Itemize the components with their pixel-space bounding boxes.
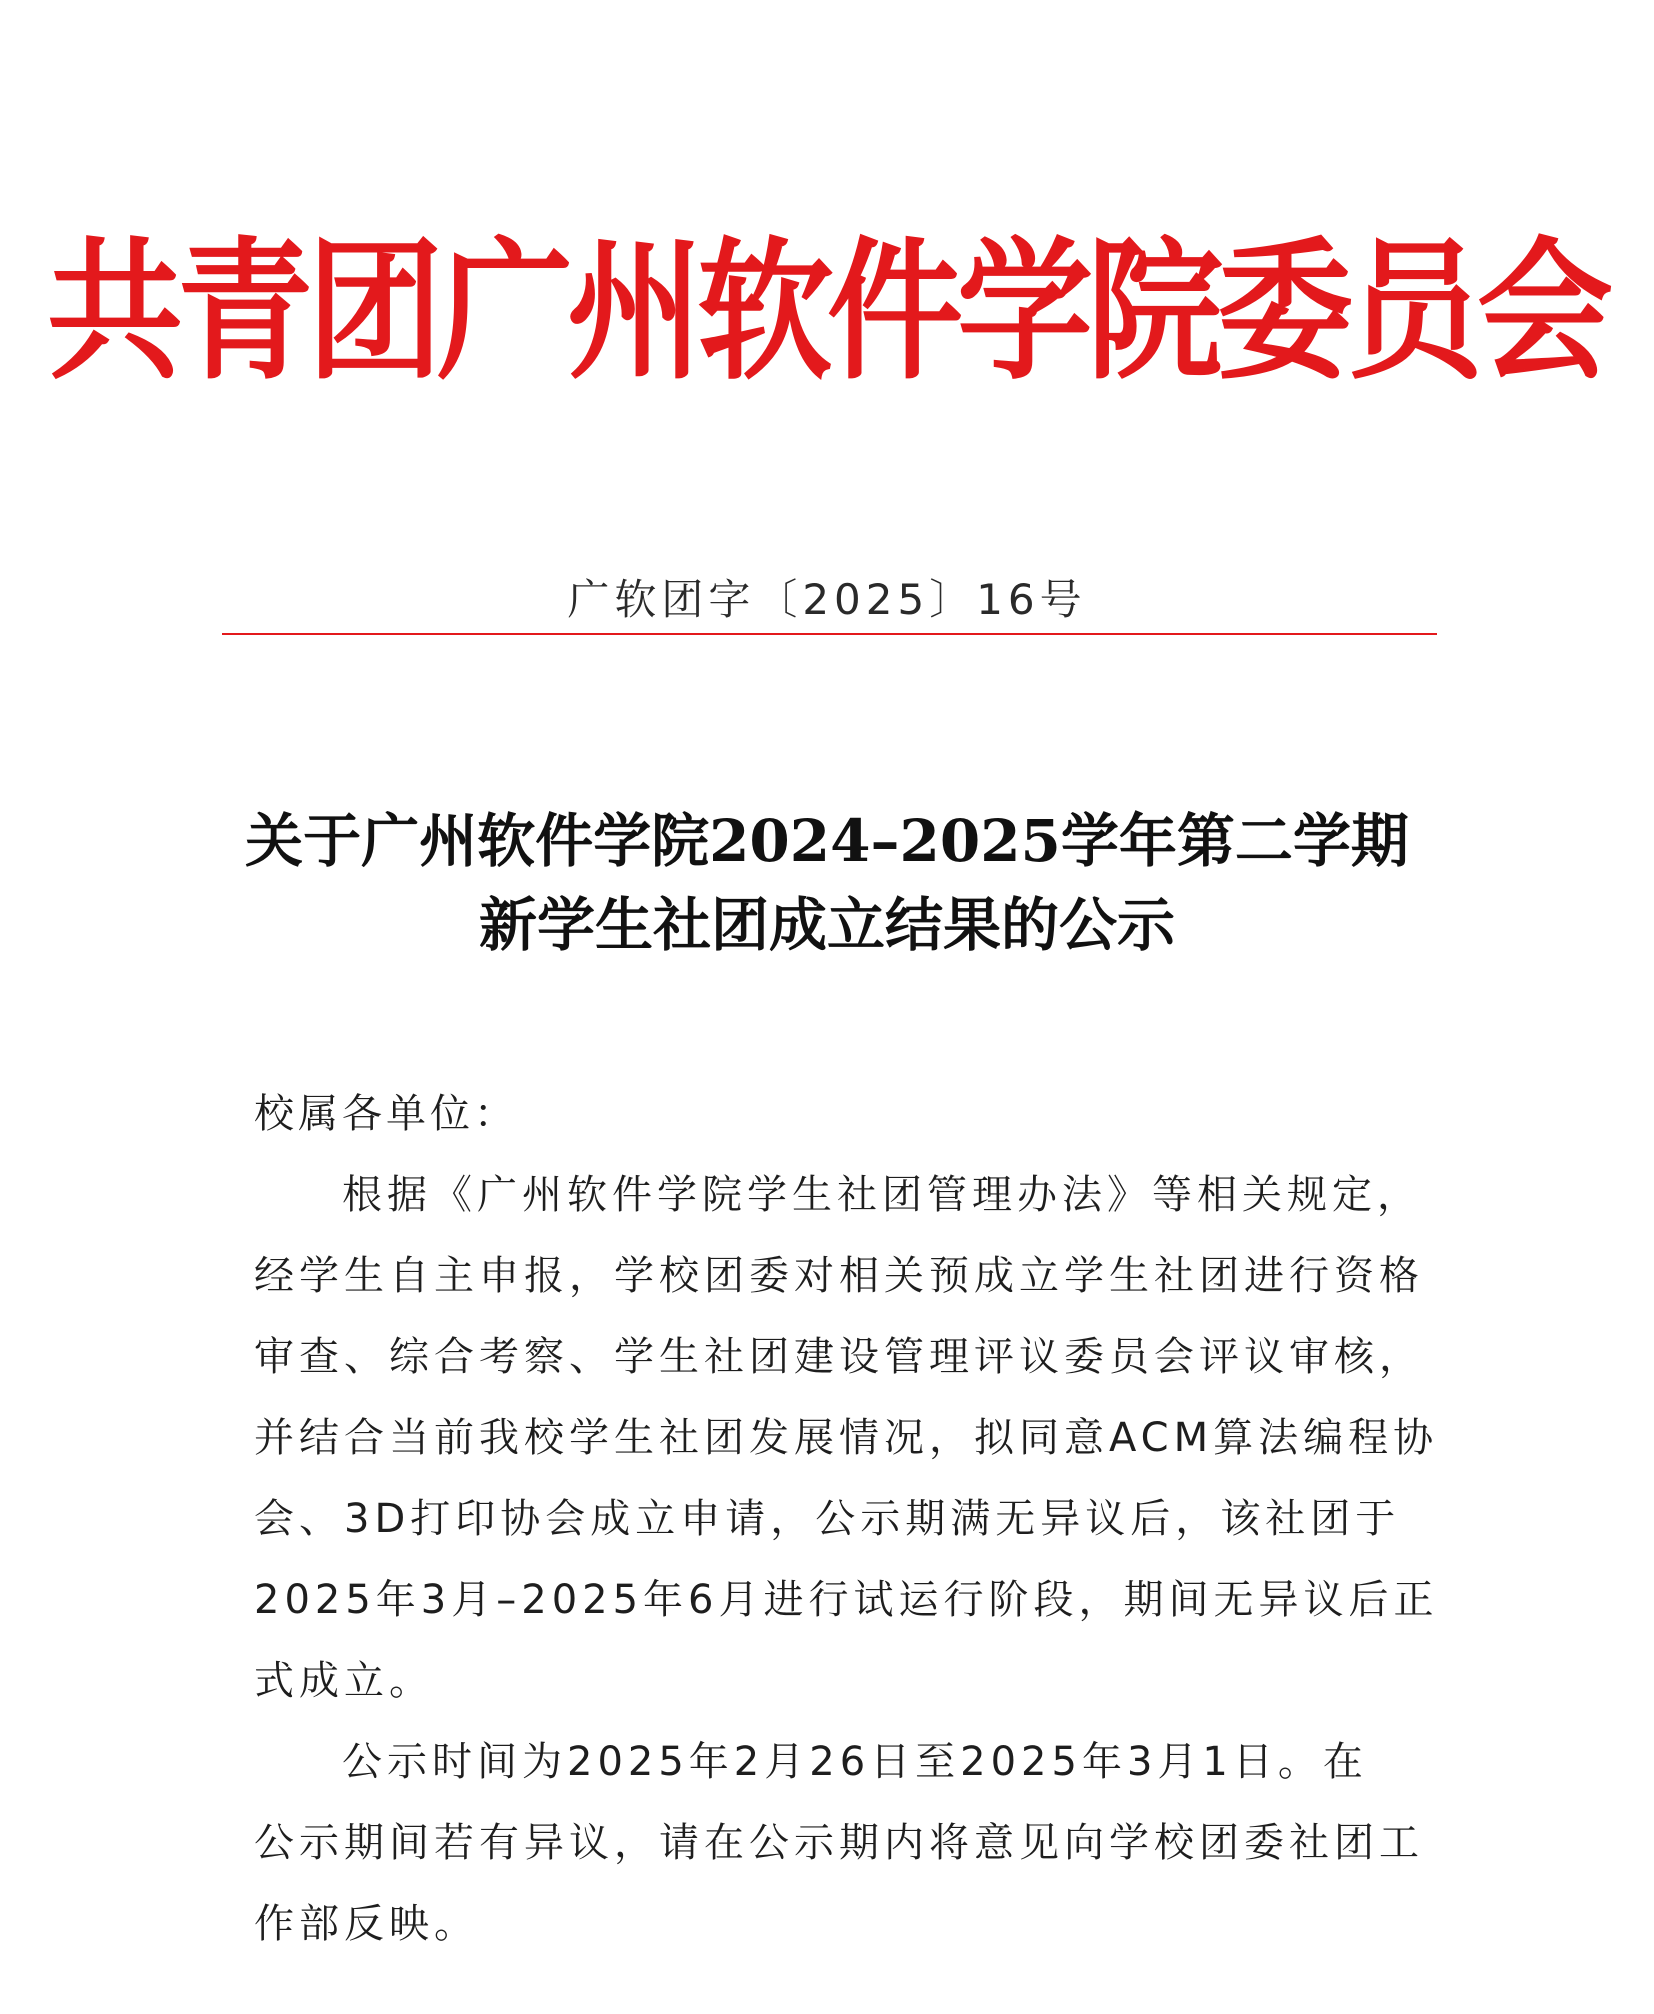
paragraph-2	[254, 1722, 1424, 1965]
paragraph-line: 式成立。	[254, 1658, 434, 1704]
notice-title	[0, 800, 1654, 966]
paragraph-line: 公示期间若有异议，请在公示期内将意见向学校团委社团工	[254, 1820, 1424, 1866]
paragraph-line: 会、3D打印协会成立申请，公示期满无异议后，该社团于	[254, 1496, 1401, 1542]
header-divider	[222, 633, 1437, 635]
document-number: 广软团字〔2025〕16号	[567, 575, 1087, 624]
paragraph-line: 公示时间为2025年2月26日至2025年3月1日。在	[342, 1739, 1368, 1785]
notice-title-line: 新学生社团成立结果的公示	[478, 891, 1175, 959]
paragraph-line: 根据《广州软件学院学生社团管理办法》等相关规定，	[342, 1172, 1422, 1218]
paragraph-line: 并结合当前我校学生社团发展情况，拟同意ACM算法编程协	[254, 1415, 1439, 1461]
notice-body	[254, 1074, 1439, 1965]
paragraph-1	[254, 1155, 1439, 1722]
issuing-organization-title: 共青团广州软件学院委员会	[47, 224, 1607, 402]
salutation: 校属各单位：	[254, 1091, 518, 1137]
paragraph-line: 2025年3月–2025年6月进行试运行阶段，期间无异议后正	[254, 1577, 1439, 1623]
paragraph-line: 作部反映。	[254, 1901, 479, 1947]
paragraph-line: 经学生自主申报，学校团委对相关预成立学生社团进行资格	[254, 1253, 1424, 1299]
paragraph-line: 审查、综合考察、学生社团建设管理评议委员会评议审核，	[254, 1334, 1424, 1380]
notice-title-line: 关于广州软件学院2024–2025学年第二学期	[245, 807, 1409, 875]
